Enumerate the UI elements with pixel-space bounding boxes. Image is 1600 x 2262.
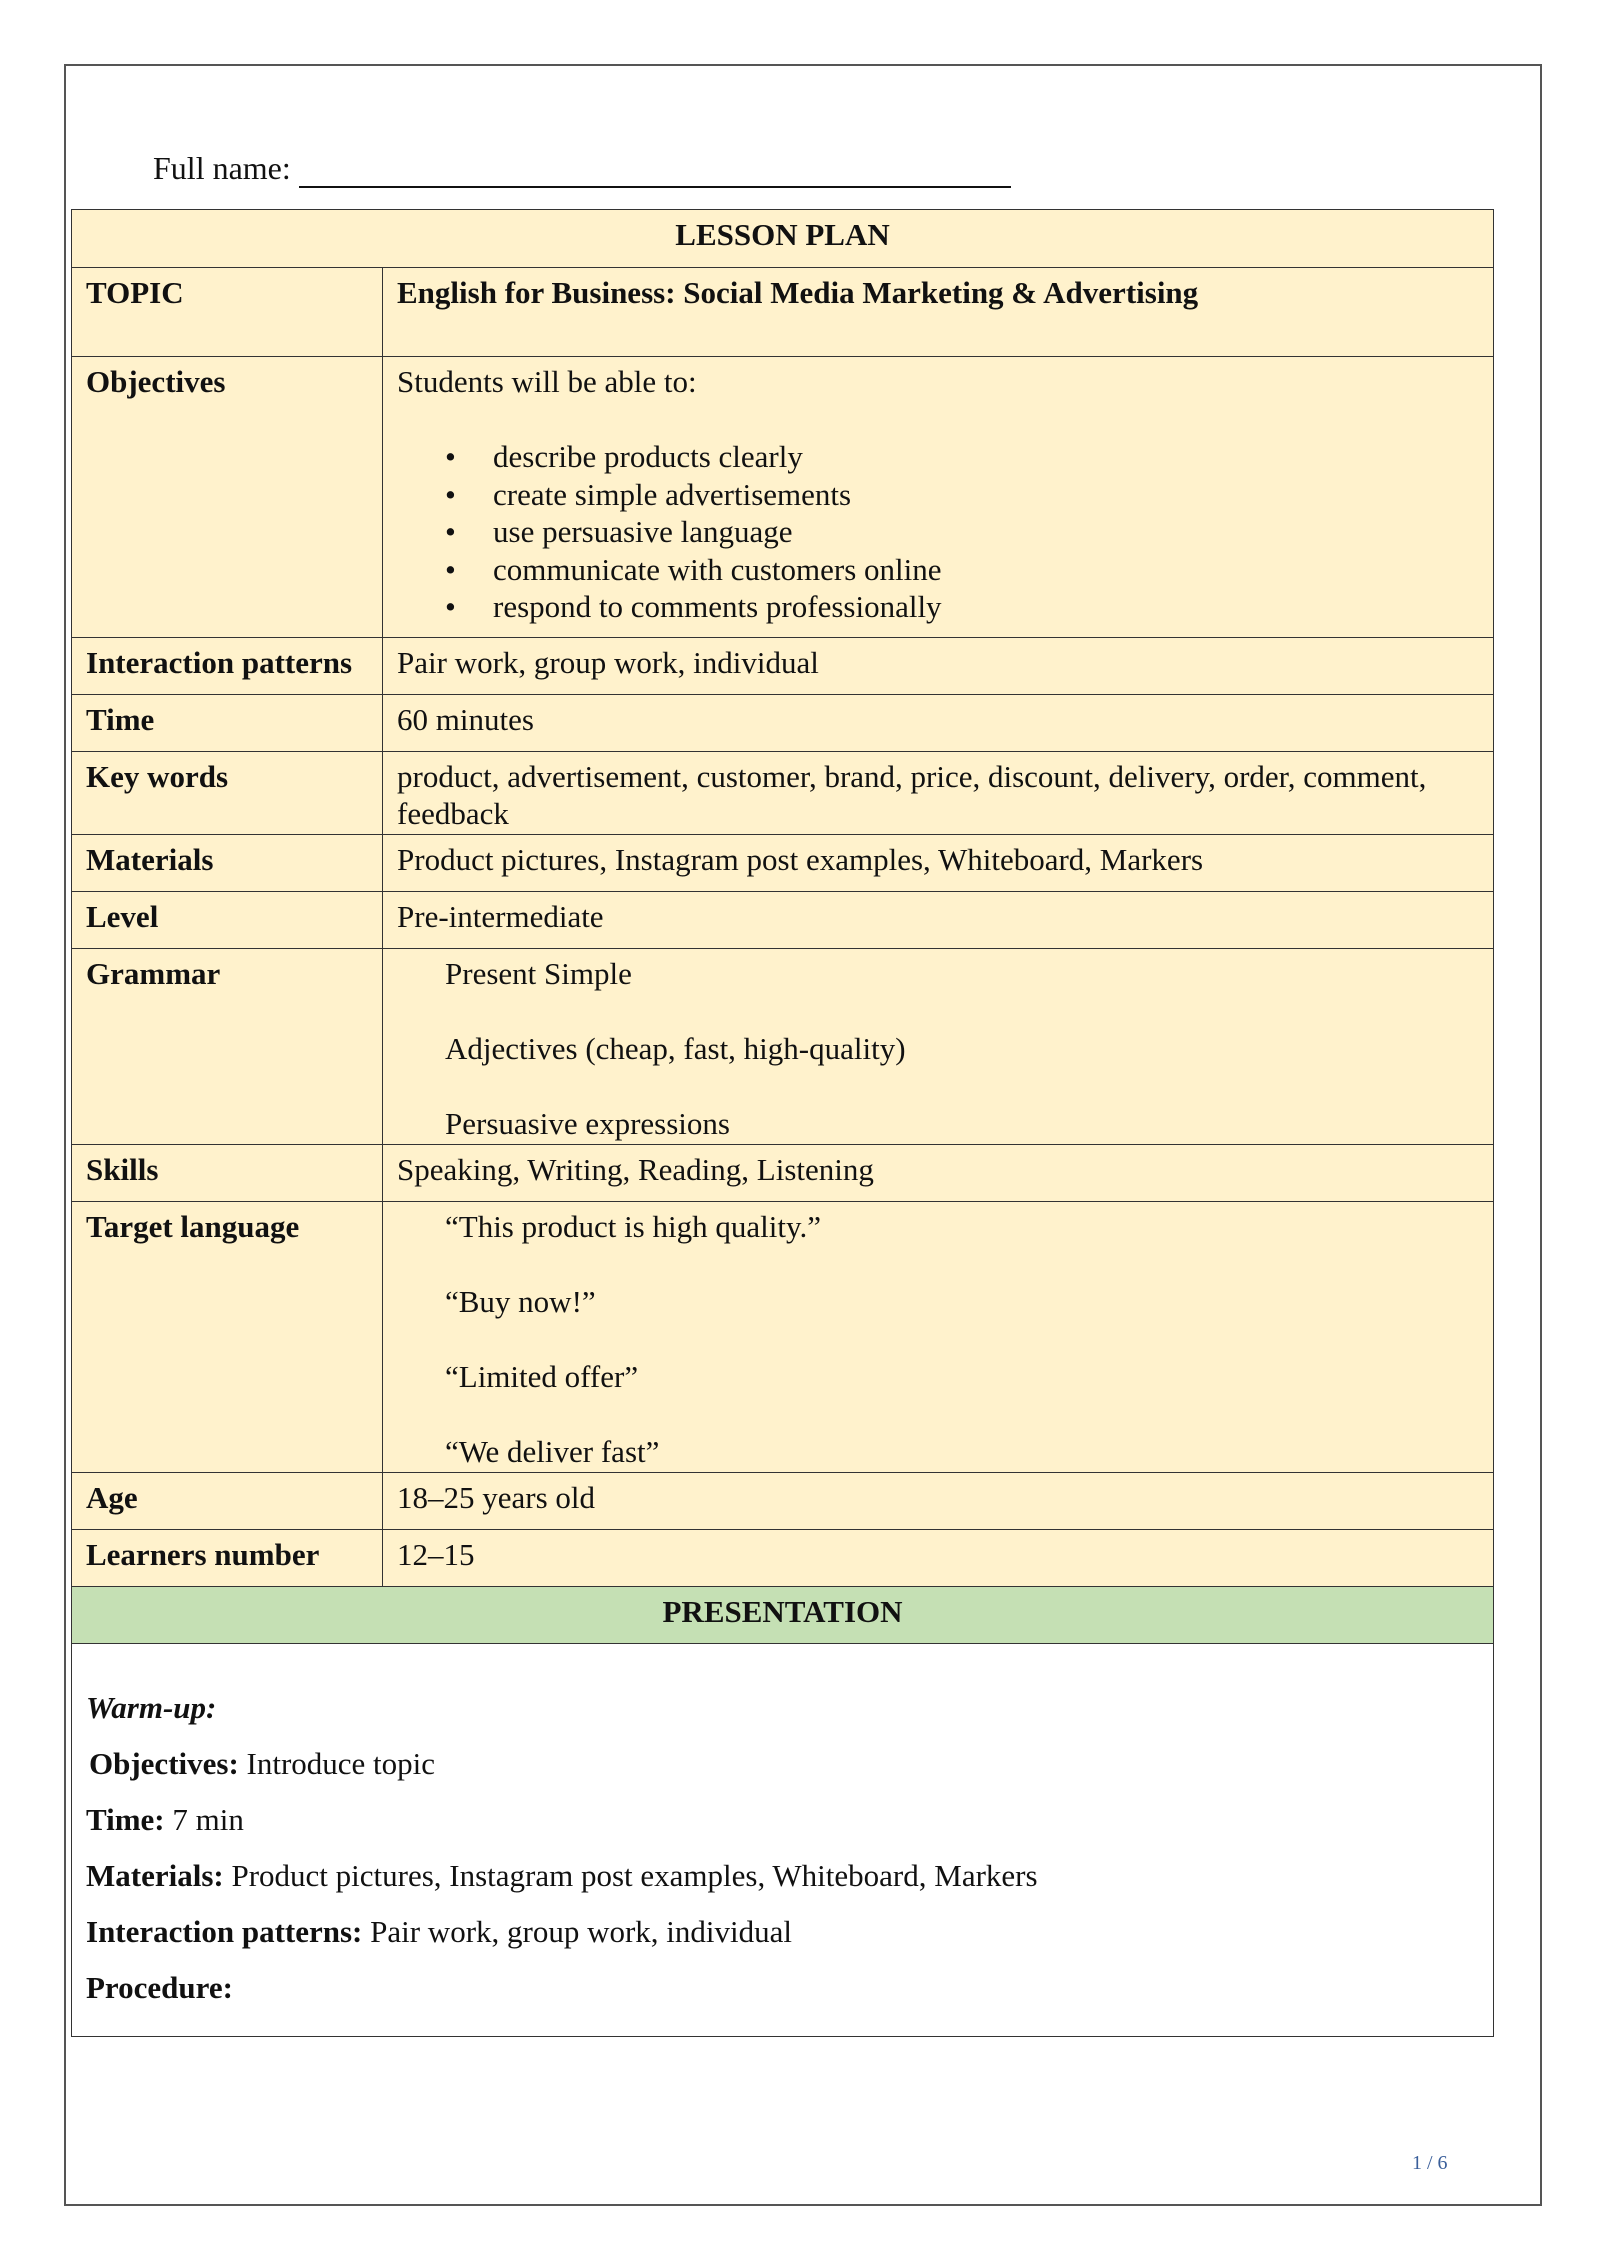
warm-up-objectives: Objectives: Introduce topic: [89, 1746, 436, 1781]
objectives-list: [397, 438, 1479, 626]
bullet-icon: •: [445, 514, 456, 549]
interaction-row: [72, 638, 1494, 695]
full-name-label: Full name:: [153, 150, 291, 186]
list-item: • communicate with customers online: [445, 551, 942, 587]
age-row: [72, 1473, 1494, 1530]
bullet-icon: •: [445, 551, 456, 587]
skills-label: Skills: [72, 1145, 383, 1202]
list-item: • create simple advertisements: [445, 476, 852, 512]
grammar-label: Grammar: [72, 949, 383, 1145]
target-language-row: [72, 1202, 1494, 1473]
full-name-blank[interactable]: [299, 152, 1011, 188]
bullet-icon: •: [445, 476, 456, 512]
topic-value: English for Business: Social Media Marketing & Advertising: [383, 268, 1494, 357]
target-language-label: Target language: [72, 1202, 383, 1473]
level-row: [72, 892, 1494, 949]
lesson-plan-title: LESSON PLAN: [72, 210, 1494, 268]
materials-value: Product pictures, Instagram post examples, Whiteboard, Markers: [383, 835, 1494, 892]
list-item: • describe products clearly: [445, 439, 803, 474]
target-language-cell: [383, 1202, 1494, 1473]
learners-row: [72, 1530, 1494, 1587]
warm-up-materials: Materials: Product pictures, Instagram post examples, Whiteboard, Markers: [86, 1858, 1038, 1893]
warm-up-label: Warm-up:: [86, 1690, 217, 1725]
lesson-plan-table: [71, 209, 1494, 2037]
grammar-item: Persuasive expressions: [445, 1106, 730, 1141]
objectives-label: Objectives: [72, 357, 383, 638]
page-number: 1 / 6: [1412, 2152, 1448, 2174]
age-value: 18–25 years old: [383, 1473, 1494, 1530]
interaction-value: Pair work, group work, individual: [383, 638, 1494, 695]
interaction-label: Interaction patterns: [72, 638, 383, 695]
bullet-icon: •: [445, 589, 456, 624]
keywords-label: Key words: [72, 752, 383, 835]
keywords-row: [72, 752, 1494, 835]
time-value: 60 minutes: [383, 695, 1494, 752]
warm-up-row: [72, 1644, 1494, 2037]
warm-up-cell: [72, 1644, 1494, 2037]
warm-up-procedure-label: Procedure:: [86, 1970, 233, 2005]
level-label: Level: [72, 892, 383, 949]
skills-row: [72, 1145, 1494, 1202]
materials-label: Materials: [72, 835, 383, 892]
presentation-header-row: [72, 1587, 1494, 1644]
target-language-item: “Limited offer”: [445, 1359, 639, 1394]
full-name-field: [153, 148, 1011, 188]
title-row: [72, 210, 1494, 268]
level-value: Pre-intermediate: [383, 892, 1494, 949]
topic-label: TOPIC: [72, 268, 383, 357]
learners-value: 12–15: [383, 1530, 1494, 1587]
materials-row: [72, 835, 1494, 892]
grammar-item: Present Simple: [445, 956, 632, 991]
bullet-icon: •: [445, 439, 456, 474]
keywords-value: product, advertisement, customer, brand, price, discount, delivery, order, comment, feedback: [383, 752, 1494, 835]
presentation-title: PRESENTATION: [72, 1587, 1494, 1644]
skills-value: Speaking, Writing, Reading, Listening: [383, 1145, 1494, 1202]
warm-up-time: Time: 7 min: [86, 1802, 244, 1837]
grammar-item: Adjectives (cheap, fast, high-quality): [445, 1031, 906, 1066]
warm-up-interaction: Interaction patterns: Pair work, group work, individual: [86, 1914, 793, 1949]
objectives-cell: [383, 357, 1494, 638]
grammar-row: [72, 949, 1494, 1145]
list-item: • use persuasive language: [445, 514, 793, 549]
grammar-cell: [383, 949, 1494, 1145]
topic-row: [72, 268, 1494, 357]
time-label: Time: [72, 695, 383, 752]
target-language-item: “We deliver fast”: [445, 1434, 660, 1469]
target-language-item: “This product is high quality.”: [445, 1209, 821, 1244]
objectives-row: [72, 357, 1494, 638]
list-item: • respond to comments professionally: [445, 589, 942, 624]
time-row: [72, 695, 1494, 752]
age-label: Age: [72, 1473, 383, 1530]
objectives-intro: Students will be able to:: [397, 364, 697, 399]
target-language-item: “Buy now!”: [445, 1284, 596, 1319]
learners-label: Learners number: [72, 1530, 383, 1587]
